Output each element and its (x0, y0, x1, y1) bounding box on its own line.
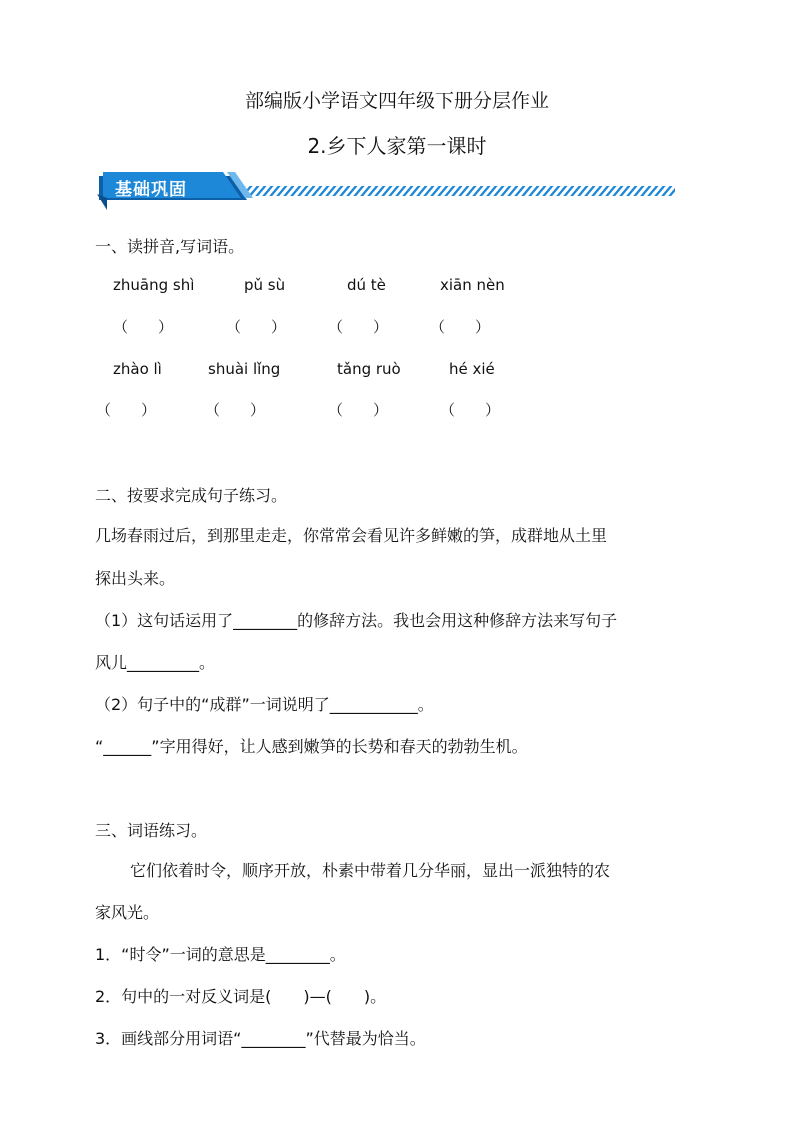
pinyin-5: zhào lì (113, 360, 162, 378)
section2-passage-line1: 几场春雨过后，到那里走走，你常常会看见许多鲜嫩的笋，成群地从土里 (95, 526, 608, 545)
banner-label: 基础巩固 (115, 180, 187, 200)
section3-heading: 三、词语练习。 (95, 821, 208, 840)
section2-passage-line2: 探出头来。 (95, 569, 176, 588)
section3-passage-line2: 家风光。 (95, 903, 160, 922)
pinyin-3: dú tè (347, 276, 386, 294)
section2-question2-cont: “______”字用得好，让人感到嫩笋的长势和春天的勃勃生机。 (95, 737, 528, 756)
section3-question1: 1．“时令”一词的意思是________。 (95, 945, 346, 964)
answer-blank-8[interactable]: （ ） (440, 401, 501, 419)
section3-question2: 2．句中的一对反义词是( )—( )。 (95, 987, 387, 1006)
pinyin-6: shuài lǐng (208, 360, 281, 378)
lesson-title: 2.乡下人家第一课时 (307, 134, 487, 158)
pinyin-2: pǔ sù (244, 276, 286, 294)
pinyin-7: tǎng ruò (337, 360, 401, 378)
pinyin-4: xiān nèn (440, 276, 505, 294)
answer-blank-4[interactable]: （ ） (430, 318, 491, 336)
answer-blank-7[interactable]: （ ） (328, 401, 389, 419)
answer-blank-3[interactable]: （ ） (328, 318, 389, 336)
answer-blank-2[interactable]: （ ） (226, 318, 287, 336)
section2-question1: （1）这句话运用了________的修辞方法。我也会用这种修辞方法来写句子 (95, 611, 618, 630)
pinyin-8: hé xié (449, 360, 495, 378)
section-banner (95, 170, 680, 214)
answer-blank-5[interactable]: （ ） (96, 401, 157, 419)
answer-blank-1[interactable]: （ ） (113, 318, 174, 336)
section1-heading: 一、读拼音,写词语。 (95, 237, 245, 256)
section3-passage-line1: 它们依着时令，顺序开放，朴素中带着几分华丽，显出一派独特的农 (130, 861, 611, 880)
section2-question2: （2）句子中的“成群”一词说明了___________。 (95, 695, 434, 714)
answer-blank-6[interactable]: （ ） (205, 401, 266, 419)
section2-heading: 二、按要求完成句子练习。 (95, 486, 288, 505)
section2-question1-answer: 风儿_________。 (95, 653, 216, 672)
pinyin-1: zhuāng shì (113, 276, 195, 294)
worksheet-title: 部编版小学语文四年级下册分层作业 (244, 90, 549, 112)
section3-question3: 3．画线部分用词语“________”代替最为恰当。 (95, 1029, 426, 1048)
